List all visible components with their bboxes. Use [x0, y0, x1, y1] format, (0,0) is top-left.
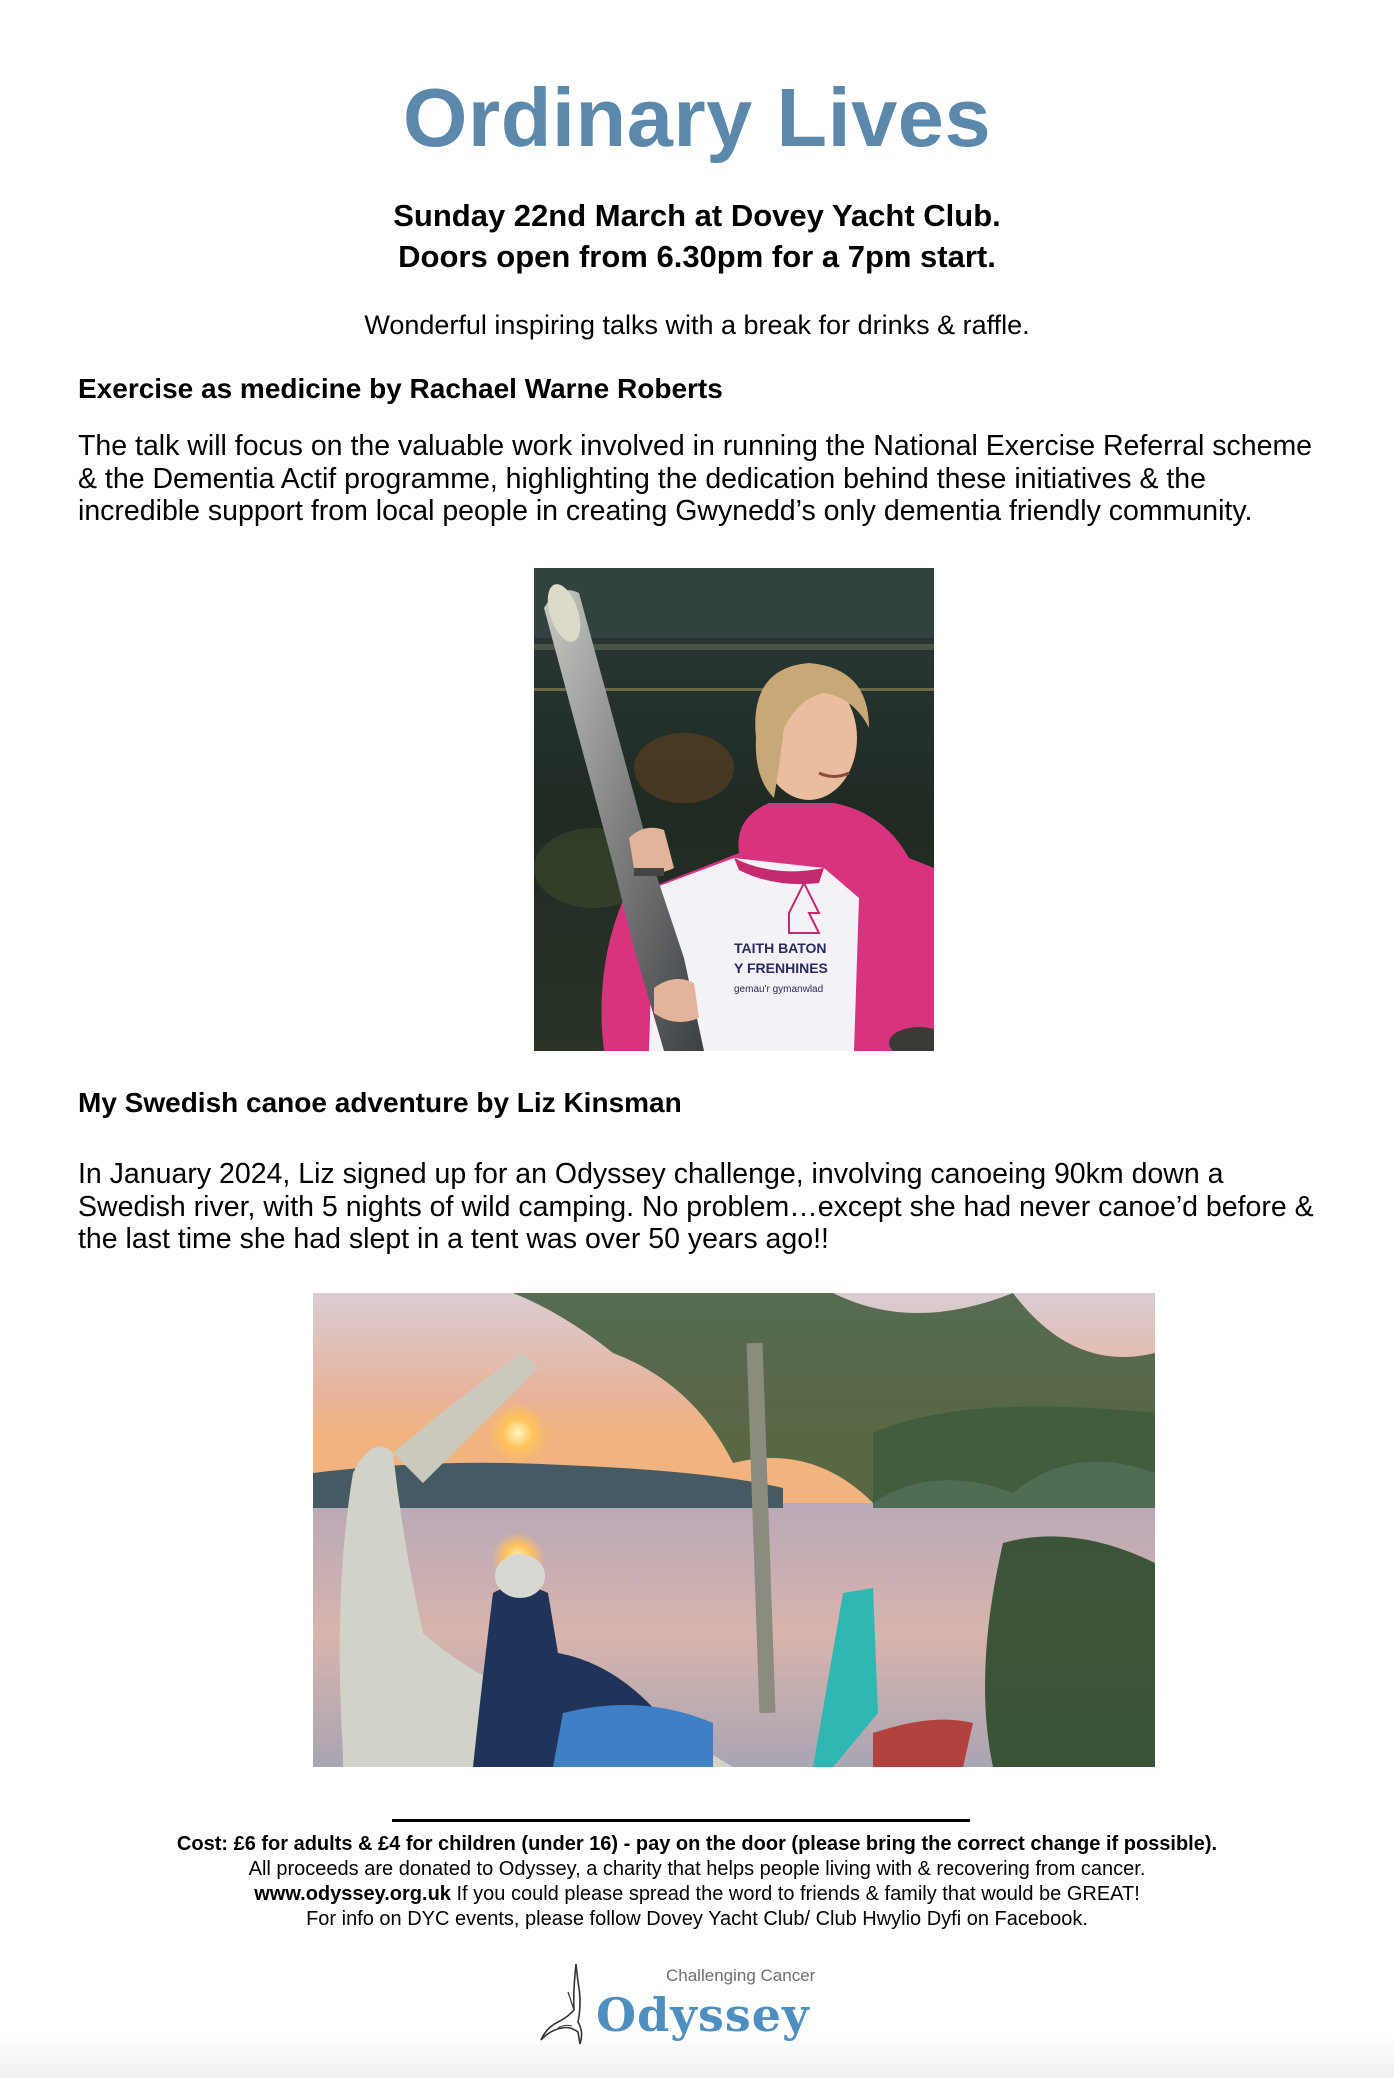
lake-sunset-illustration: [313, 1293, 1155, 1767]
logo-tagline: Challenging Cancer: [666, 1966, 816, 1985]
event-time: Doors open from 6.30pm for a 7pm start.: [398, 239, 996, 274]
canoe-adventure-photo: [313, 1293, 1155, 1767]
talk-2-heading: My Swedish canoe adventure by Liz Kinsman: [78, 1087, 682, 1118]
event-tagline: Wonderful inspiring talks with a break for drinks & raffle.: [364, 310, 1030, 340]
event-date-venue: Sunday 22nd March at Dovey Yacht Club.: [393, 198, 1001, 233]
speaker-photo-rachael: [534, 568, 934, 1051]
cost-info: Cost: £6 for adults & £4 for children (under 16) - pay on the door (please bring the correct change if possible).: [176, 1833, 1218, 1855]
spread-word-text: If you could please spread the word to friends & family that would be GREAT!: [450, 1883, 1140, 1905]
odyssey-logo: [538, 1962, 816, 2052]
talk-2-description: In January 2024, Liz signed up for an Odyssey challenge, involving canoeing 90km down a Swedish river, with 5 nights of wild camping. No problem…except she had never canoe’d before & the last time she had slept in a tent was over 50 years ago!!: [78, 1158, 1314, 1255]
baton-photo-illustration: [534, 568, 934, 1051]
website-link[interactable]: www.odyssey.org.uk: [254, 1883, 451, 1905]
talk-1-heading: Exercise as medicine by Rachael Warne Roberts: [78, 373, 723, 404]
shirt-text-3: gemau'r gymanwlad: [734, 984, 824, 995]
proceeds-info: All proceeds are donated to Odyssey, a charity that helps people living with & recovering from cancer.: [248, 1858, 1146, 1880]
bird-icon: [538, 1962, 598, 2047]
shirt-text-2: Y FRENHINES: [734, 960, 828, 976]
footer-divider: [392, 1819, 970, 1822]
logo-wordmark: Odyssey: [596, 1988, 810, 2042]
website-line: [0, 1882, 1394, 1907]
talk-1-description: The talk will focus on the valuable work involved in running the National Exercise Referral scheme & the Dementia Actif programme, highlighting the dedication behind these initiatives & the incredible support from local people in creating Gwynedd’s only dementia friendly community.: [78, 430, 1313, 527]
shirt-text-1: TAITH BATON: [734, 940, 827, 956]
facebook-info: For info on DYC events, please follow Dovey Yacht Club/ Club Hwylio Dyfi on Facebook.: [306, 1908, 1088, 1930]
page-title: Ordinary Lives: [402, 71, 992, 164]
